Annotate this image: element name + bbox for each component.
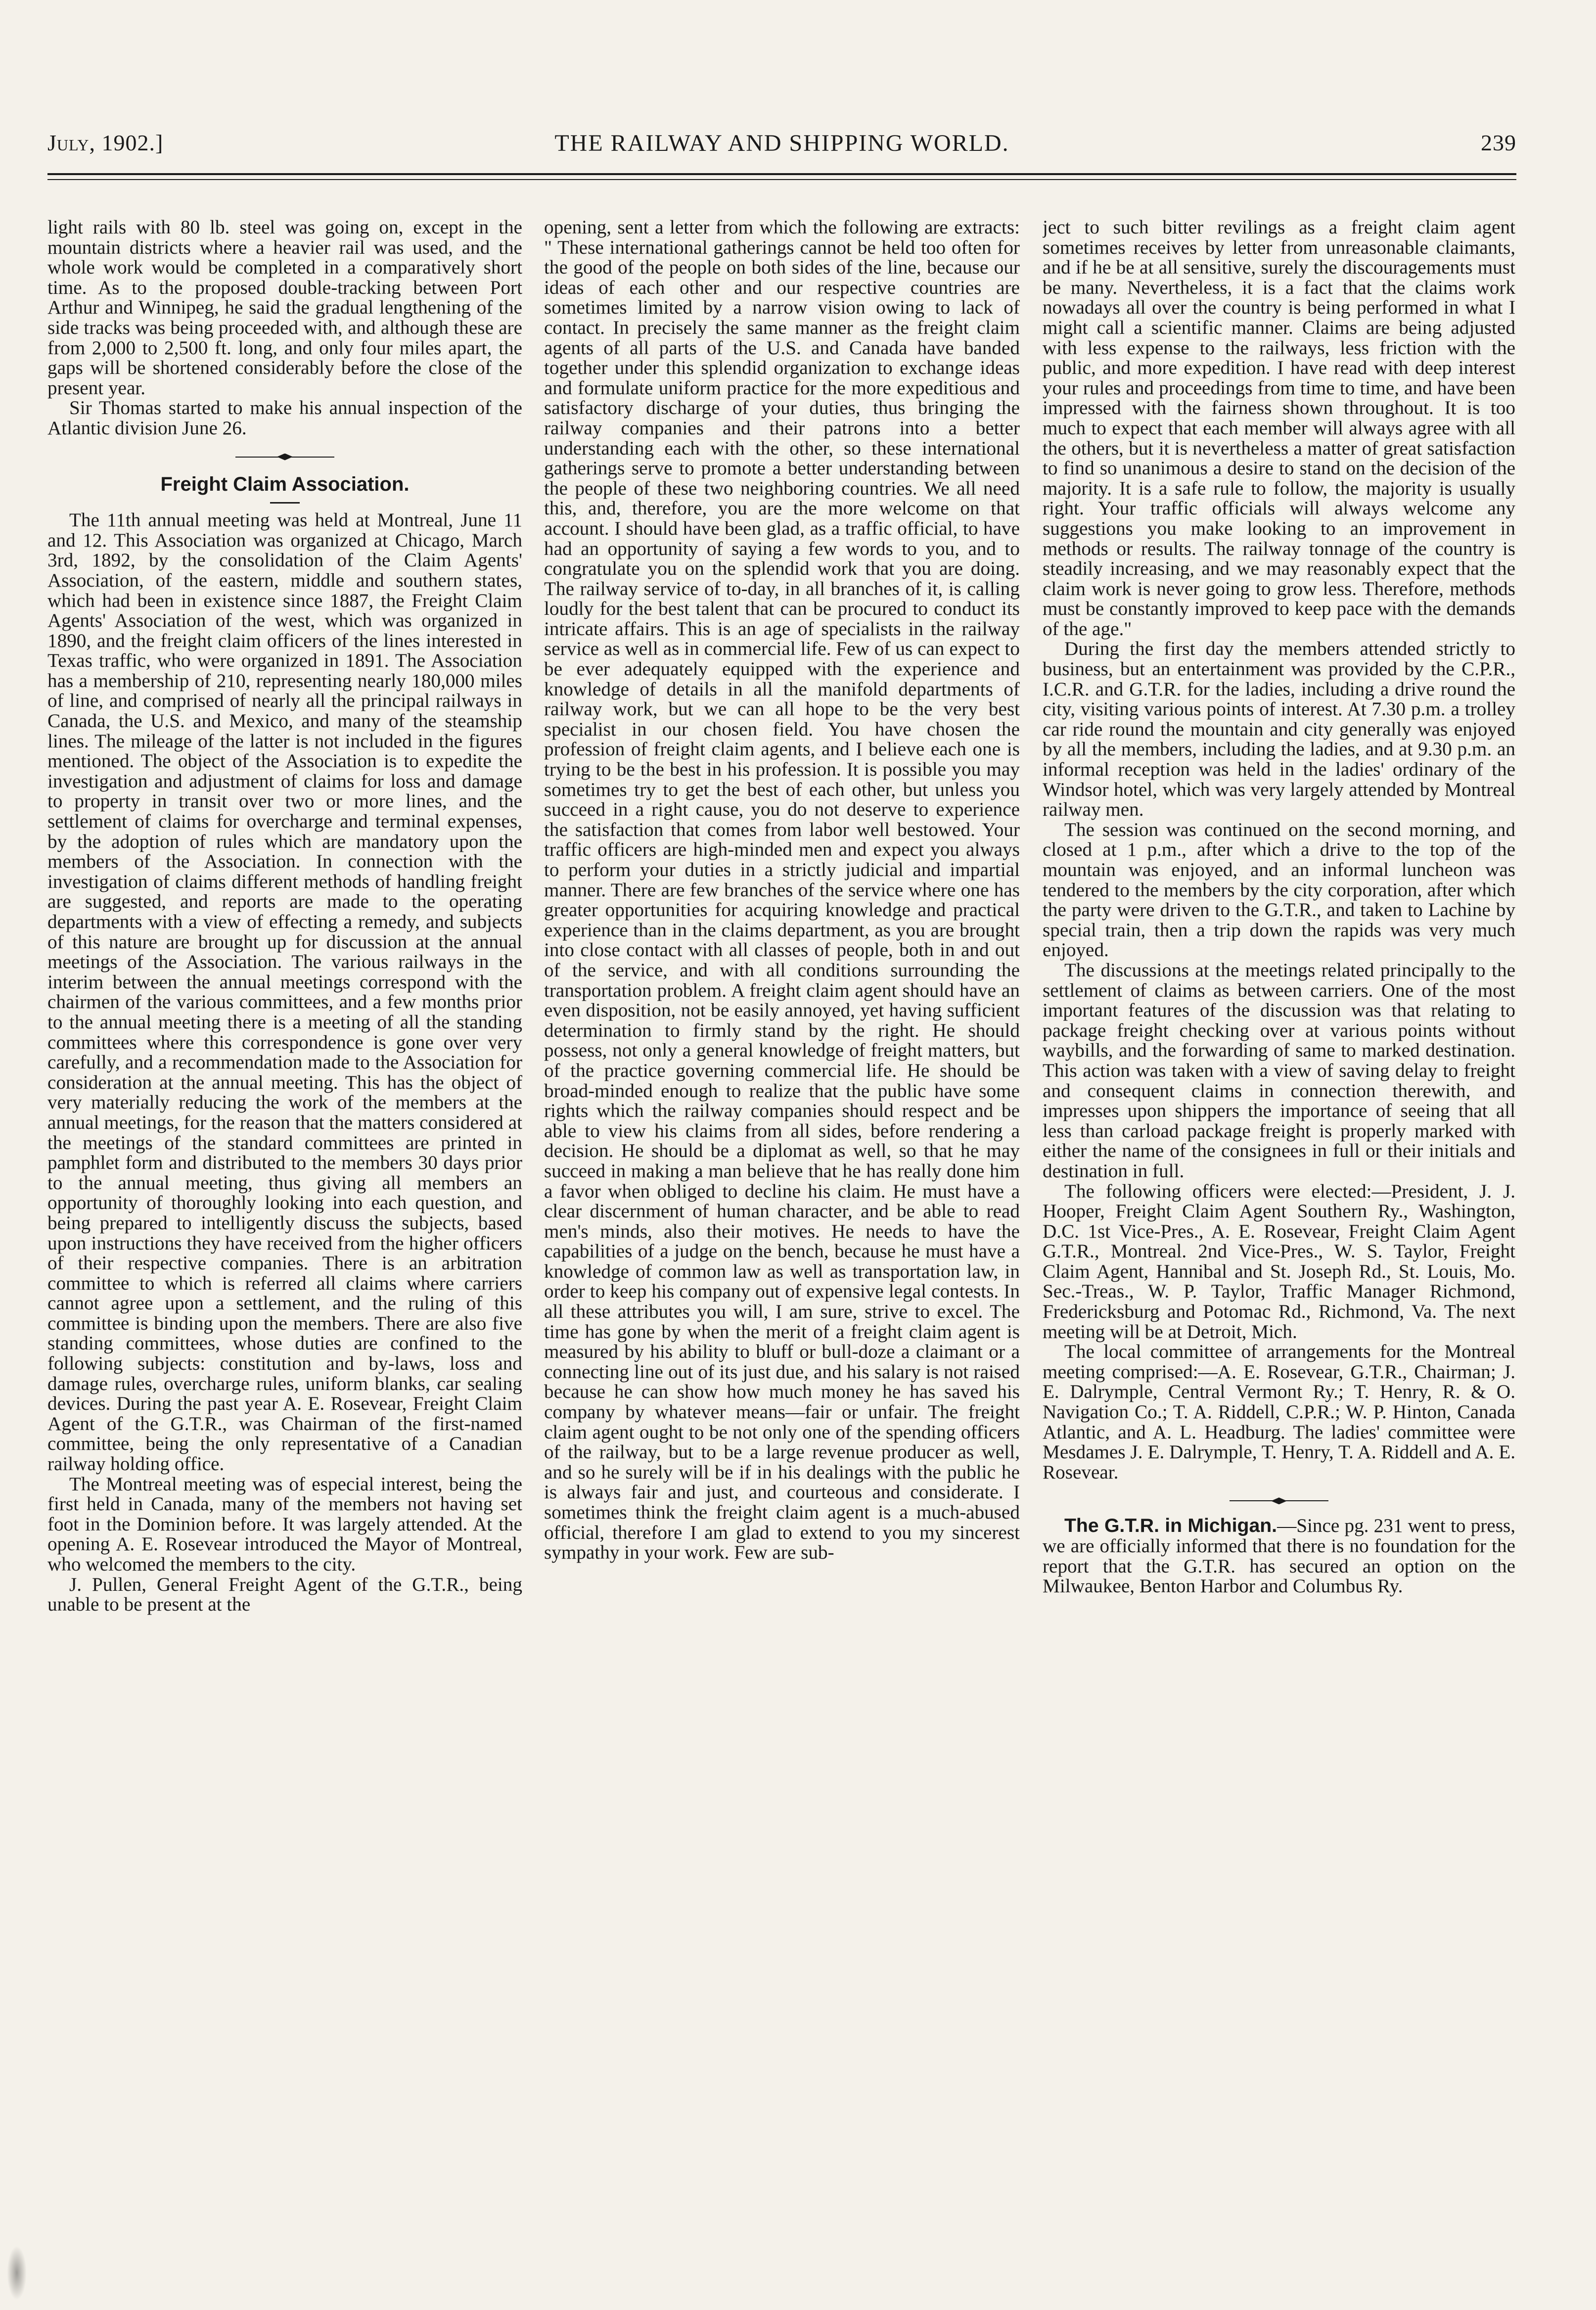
- column-right: [1043, 218, 1515, 2270]
- issue-date: July, 1902.]: [47, 130, 164, 155]
- running-header: [47, 130, 1516, 164]
- news-item: [1043, 1516, 1515, 1596]
- paragraph: The following officers were elected:—President, J. J. Hooper, Freight Claim Agent Southern Ry., Washington, D.C. 1st Vice-Pres., A. E. Rosevear, Freight Claim Agent G.T.R., Montreal. 2nd Vice-Pres., W. S. Taylor, Freight Claim Agent, Hannibal and St. Joseph Rd., St. Louis, Mo. Sec.-Treas., W. P. Taylor, Traffic Manager Richmond, Fredericksburg and Potomac Rd., Richmond, Va. The next meeting will be at Detroit, Mich.: [1043, 1180, 1515, 1342]
- page-blemish: [7, 2246, 27, 2300]
- runin-heading: The G.T.R. in Michigan.: [1064, 1515, 1277, 1537]
- paragraph: ject to such bitter revilings as a freight claim agent sometimes receives by letter from unreasonable claimants, and if he be at all sensitive, surely the discouragements must be many. Nevertheless, it is a fact that the claims work nowadays all over the country is being performed in what I might call a scientific manner. Claims are being adjusted with less expense to the railways, less friction with the public, and more expedition. I have read with deep interest your rules and proceedings from time to time, and have been impressed with the fairness shown throughout. It is too much to expect that each member will always agree with all the others, but it is nevertheless a matter of great satisfaction to find so unanimous a desire to stand on the decision of the majority. It is a safe rule to follow, the majority is usually right. Your traffic officials will always welcome any suggestions you make looking to an improvement in methods or results. The railway tonnage of the country is steadily increasing, and we may reasonably expect that the claim work is never going to grow less. Therefore, methods must be constantly improved to keep pace with the demands of the age.": [1043, 218, 1515, 640]
- paragraph: The Montreal meeting was of especial interest, being the first held in Canada, many of the members not having set foot in the Dominion before. It was largely attended. At the opening A. E. Rosevear introduced the Mayor of Montreal, who welcomed the members to the city.: [47, 1473, 522, 1575]
- publication-title: THE RAILWAY AND SHIPPING WORLD.: [554, 130, 1009, 156]
- paragraph: J. Pullen, General Freight Agent of the G.T.R., being unable to be present at the: [47, 1573, 522, 1616]
- paragraph: light rails with 80 lb. steel was going on, except in the mountain districts where a heavier rail was used, and the whole work would be completed in a comparatively short time. As to the proposed double-tracking between Port Arthur and Winnipeg, he said the gradual lengthening of the side tracks was being proceeded with, and although these are from 2,000 to 2,500 ft. long, and only four miles apart, the gaps will be shortened considerably before the close of the present year.: [47, 218, 522, 399]
- section-heading: Freight Claim Association.: [160, 473, 410, 495]
- column-middle: [544, 218, 1020, 2270]
- heading-dash: [270, 502, 300, 504]
- paragraph: During the first day the members attended strictly to business, but an entertainment was provided by the C.P.R., I.C.R. and G.T.R. for the ladies, including a drive round the city, visiting various points of interest. At 7.30 p.m. a trolley car ride round the mountain and city generally was enjoyed by all the members, including the ladies, and at 9.30 p.m. an informal reception was held in the ladies' ordinary of the Windsor hotel, which was very largely attended by Montreal railway men.: [1043, 638, 1515, 821]
- section-divider-ornament: [1230, 1497, 1328, 1504]
- header-rule-thick: [47, 173, 1516, 175]
- page-number: 239: [1481, 130, 1516, 155]
- paragraph: The session was continued on the second morning, and closed at 1 p.m., after which a drive to the top of the mountain was enjoyed, and an informal luncheon was tendered to the members by the city corporation, after which the party were driven to the G.T.R., and taken to Lachine by special train, then a trip down the rapids was very much enjoyed.: [1043, 819, 1515, 961]
- paragraph: opening, sent a letter from which the following are extracts: " These international gatherings cannot be held too often for the good of the people on both sides of the line, because our ideas of each other and our respective countries are sometimes limited by a narrow vision owing to lack of contact. In precisely the same manner as the freight claim agents of all parts of the U.S. and Canada have banded together under this splendid organization to exchange ideas and formulate uniform practice for the more expeditious and satisfactory discharge of your duties, thus bringing the railway companies and their patrons into a better understanding each with the other, so these international gatherings serve to promote a better understanding between the people of these two neighboring countries. We all need this, and, therefore, you are the more welcome on that account. I should have been glad, as a traffic official, to have had an opportunity of saying a few words to you, and to congratulate you on the splendid work that you are doing. The railway service of to-day, in all branches of it, is calling loudly for the best talent that can be procured to conduct its intricate affairs. This is an age of specialists in the railway service as well as in commercial life. Few of us can expect to be ever adequately equipped with the experience and knowledge of details in all the manifold departments of railway work, but we can all hope to be the very best specialist in our chosen field. You have chosen the profession of freight claim agents, and I believe each one is trying to be the best in his profession. It is possible you may sometimes try to get the best of each other, but unless you succeed in a right cause, you do not deserve to experience the satisfaction that comes from labor well bestowed. Your traffic officers are high-minded men and expect you always to perform your duties in a strictly judicial and impartial manner. There are few branches of the service where one has greater opportunities for acquiring knowledge and practical experience than in the claims department, as you are brought into close contact with all classes of people, both in and out of the service, and with all conditions surrounding the transportation problem. A freight claim agent should have an even disposition, not be easily annoyed, yet having sufficient determination to firmly stand by the right. He should possess, not only a general knowledge of freight matters, but of the practice governing commercial life. He should be broad-minded enough to realize that the public have some rights which the railway companies should respect and be able to view his claims from all sides, before rendering a decision. He should be a diplomat as well, so that he may succeed in making a man believe that he has really done him a favor when obliged to decline his claim. He must have a clear discernment of human character, and be able to read men's minds, also their motives. He needs to have the capabilities of a judge on the bench, because he must have a knowledge of common law as well as transportation law, in order to keep his company out of expensive legal contests. In all these attributes you will, I am sure, strive to excel. The time has gone by when the merit of a freight claim agent is measured by his ability to bluff or bull-doze a claimant or a connecting line out of its just due, and his salary is not raised because he can show how much money he has saved his company by whatever means—fair or unfair. The freight claim agent ought to be not only one of the spending officers of the railway, but to be a large revenue producer as well, and so he surely will be if in his dealings with the public he is always fair and just, and courteous and considerate. I sometimes think the freight claim agent is a much-abused official, therefore I am glad to extend to you my sincerest sympathy in your work. Few are sub-: [544, 218, 1020, 1564]
- news-item-text: —Since pg. 231 went to press, we are officially informed that there is no foundation for the report that the G.T.R. has secured an option on the Milwaukee, Benton Harbor and Columbus Ry.: [1043, 1515, 1515, 1597]
- section-divider-ornament: [235, 454, 334, 461]
- header-rule-thin: [47, 179, 1516, 180]
- paragraph: The 11th annual meeting was held at Montreal, June 11 and 12. This Association was organized at Chicago, March 3rd, 1892, by the consolidation of the Claim Agents' Association, of the eastern, middle and southern states, which had been in existence since 1887, the Freight Claim Agents' Association of the west, which was organized in 1890, and the freight claim officers of the lines interested in Texas traffic, who were organized in 1891. The Association has a membership of 210, representing nearly 180,000 miles of line, and comprised of nearly all the principal railways in Canada, the U.S. and Mexico, and many of the steamship lines. The mileage of the latter is not included in the figures mentioned. The object of the Association is to expedite the investigation and adjustment of claims for loss and damage to property in transit over two or more lines, and the settlement of claims for overcharge and terminal expenses, by the adoption of rules which are mandatory upon the members of the Association. In connection with the investigation of claims different methods of handling freight are suggested, and reports are made to the operating departments with a view of effecting a remedy, and subjects of this nature are brought up for discussion at the annual meetings of the Association. The various railways in the interim between the annual meetings correspond with the chairmen of the various committees, and a few months prior to the annual meeting there is a meeting of all the standing committees where this correspondence is gone over very carefully, and a recommendation made to the Association for consideration at the annual meeting. This has the object of very materially reducing the work of the members at the annual meetings, for the reason that the matters considered at the meetings of the standard committees are printed in pamphlet form and distributed to the members 30 days prior to the annual meeting, thus giving all members an opportunity of thoroughly looking into each question, and being prepared to intelligently discuss the subjects, based upon instructions they have received from the higher officers of their respective companies. There is an arbitration committee to which is referred all claims where carriers cannot agree upon a settlement, and the ruling of this committee is binding upon the members. There are also five standing committees, whose duties are confined to the following subjects: constitution and by-laws, loss and damage rules, overcharge rules, uniform blanks, car sealing devices. During the past year A. E. Rosevear, Freight Claim Agent of the G.T.R., was Chairman of the first-named committee, being the only representative of a Canadian railway holding office.: [47, 509, 522, 1475]
- paragraph: Sir Thomas started to make his annual inspection of the Atlantic division June 26.: [47, 397, 522, 439]
- paragraph: The local committee of arrangements for the Montreal meeting comprised:—A. E. Rosevear, G.T.R., Chairman; J. E. Dalrymple, Central Vermont Ry.; T. Henry, R. & O. Navigation Co.; T. A. Riddell, C.P.R.; W. P. Hinton, Canada Atlantic, and A. L. Headburg. The ladies' committee were Mesdames J. E. Dalrymple, T. Henry, T. A. Riddell and A. E. Rosevear.: [1043, 1341, 1515, 1483]
- column-left: [47, 218, 522, 2270]
- paragraph: The discussions at the meetings related principally to the settlement of claims as between carriers. One of the most important features of the discussion was that relating to package freight checking over at various points without waybills, and the forwarding of same to marked destination. This action was taken with a view of saving delay to freight and consequent claims in connection therewith, and impresses upon shippers the importance of seeing that all less than carload package freight is properly marked with either the name of the consignees in full or their initials and destination in full.: [1043, 959, 1515, 1182]
